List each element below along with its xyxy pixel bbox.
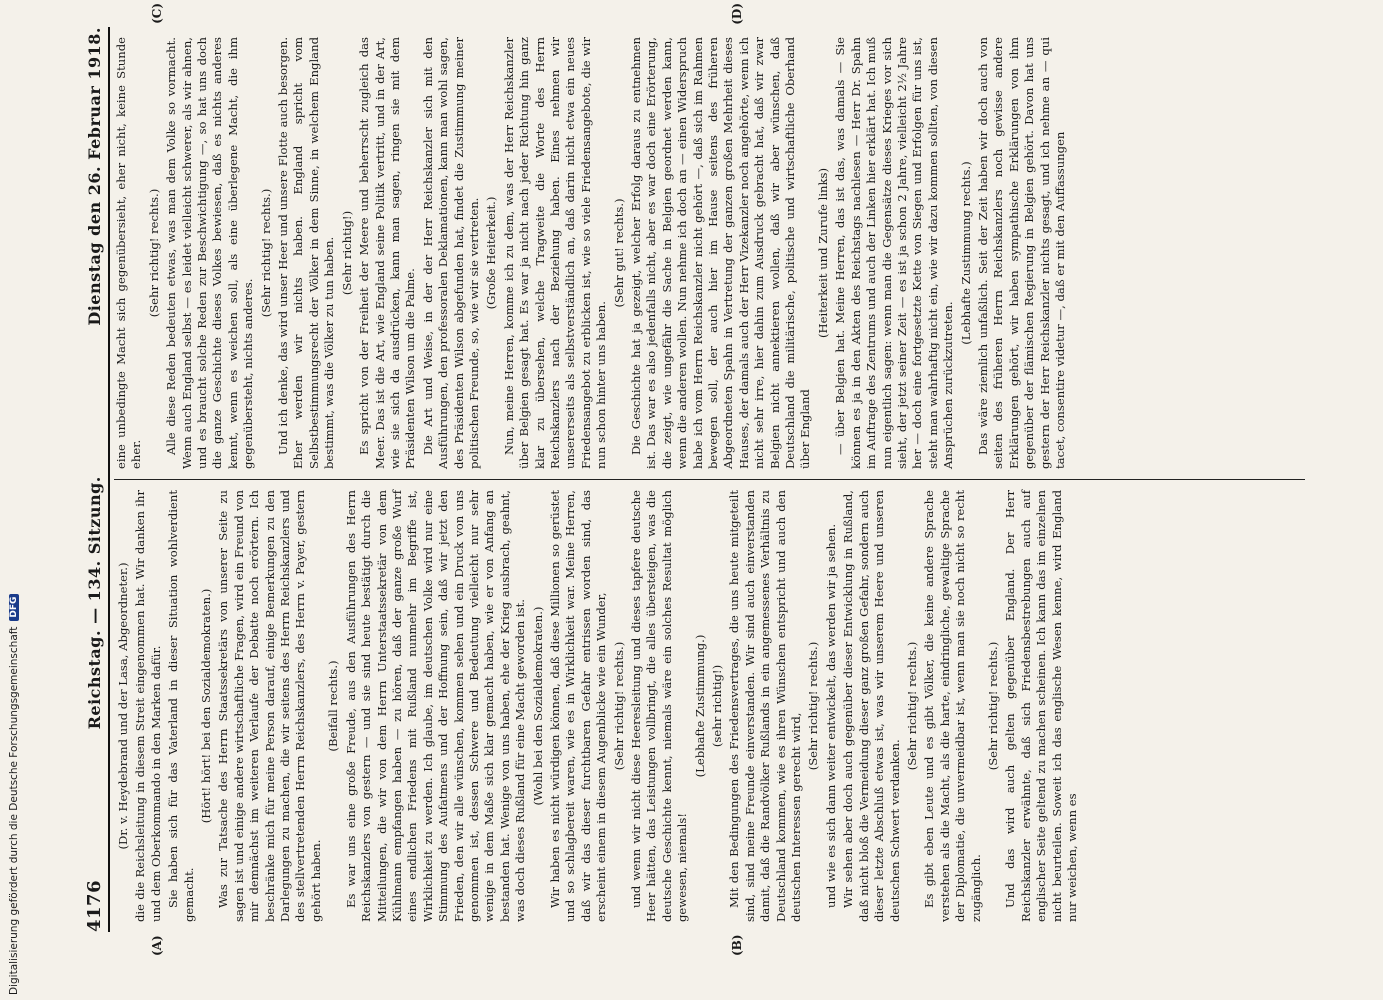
printed-page [80,3,1305,956]
paragraph: Wir sehen aber doch auch gegenüber dieser Entwicklung in Rußland, daß nicht bloß die Vermeidung dieser ganz großen Gefahr, sondern auch dieser letzte Abschluß etwas ist, was wir unserem Heere und unseren deutschen Schwert verdanken. [841,490,902,922]
paragraph: und wie es sich dann weiter entwickelt, das werden wir ja sehen. [823,523,838,908]
interjection: (Lebhafte Zustimmung.) [692,634,707,778]
paragraph: Und das wird auch gelten gegenüber England. Der Herr Reichskanzler erwähnte, daß sich Friedensbestrebungen auch auf englischer Seite geltend zu machen scheinen. Ich kann das im einzelnen nicht beurteilen. Soweit ich das englische Wesen kenne, wird England nur weichen, wenn es [1003,490,1079,922]
interjection: (Sehr richtig! rechts.) [904,641,919,771]
paragraph: Was zur Tatsache des Herrn Staatssekretärs von unserer Seite zu sagen ist und einige andere wirtschaftliche Fragen, wird ein Freund von mir demnächst im weiteren Verlaufe der Debatte noch erörtern. Ich beschränke mich für meine Person darauf, einige Bemerkungen zu den Darlegungen zu machen, die wir seitens des Herrn Reichskanzlers und des stellvertretenden Herrn Reichskanzlers, des Herrn v. Payer, gestern gehört haben. [216,490,323,922]
page-number: 4176 [83,879,105,932]
dfg-logo-icon: DFG [9,594,19,621]
interjection: (Beifall rechts.) [326,660,341,752]
margin-marker-c: (C) [150,3,164,24]
interjection: (Wohl bei den Sozialdemokraten.) [530,606,545,806]
paragraph: und wenn wir nicht diese Heeresleitung und dieses tapfere deutsche Heer hätten, das Leistungen vollbringt, die alles übersteigen, was die deutsche Geschichte kennt, niemals wäre ein solches Resultat möglich gewesen, niemals! [629,490,690,922]
paragraph: Es war uns eine große Freude, aus den Ausführungen des Herrn Reichskanzlers von gestern — und sie sind heute bestätigt durch die Mitteilungen, die wir von dem Herrn Unterstaatssekretär von dem Kühlmann empfangen haben — zu hören, daß der ganze große Wurf eines endlichen Friedens mit Rußland nunmehr im Begriffe ist, Wirklichkeit zu werden. Ich glaube, im deutschen Volke wird nur eine Stimmung des Aufatmens und der Hoffnung sein, daß wir jetzt den Frieden, den wir alle wünschen, kommen sehen und ein Druck von uns genommen ist, dessen Schwere und Bedeutung vielleicht nur sehr wenige in dem Maße sich klar gemacht haben, wie er von Anfang an bestanden hat. Wenige von uns haben, ehe der Krieg ausbrach, geahnt, was doch dieses Rußland für eine Macht geworden ist. [343,490,528,922]
interjection: (Große Heiterkeit.) [484,196,499,310]
right-column [114,3,1305,480]
digitization-credit [6,596,22,995]
paragraph: Die Geschichte hat ja gezeigt, welcher Erfolg daraus zu entnehmen ist. Das war es also jedenfalls nicht, aber es war doch eine Erörterung, die zeigt, wie ungefähr die Sache in Belgien geordnet werden kann, wenn die anderen wollen. Nun nehme ich doch an — einen Widerspruch habe ich vom Herrn Reichskanzler nicht gehört —, daß sich im Rahmen bewegen soll, der auch hier im Hause seitens des früheren Abgeordneten Spahn in Vertretung der ganzen großen Mehrheit dieses Hauses, der damals auch der Herr Vizekanzler noch angehörte, wenn ich nicht sehr irre, hier dahin zum Ausdruck gebracht hat, daß wir zwar Belgien nicht annektieren wollen, daß wir aber wünschen, daß Deutschland die militärische, politische und wirtschaftliche Oberhand über England [629,37,813,469]
interjection: (Sehr richtig! rechts.) [258,188,273,318]
paragraph: — über Belgien hat. Meine Herren, das ist das, was damals — Sie können es ja in den Akten des Reichstags nachlesen — Herr Dr. Spahn im Auftrage des Zentrums und auch der Linken hier erklärt hat. Ich muß nun eigentlich sagen: wenn man die Gegensätze dieses Krieges vor sich sieht, der jetzt seiner Zeit — es ist ja schon 2 Jahre, vielleicht 2½ Jahre her — doch eine fortgesetzte Kette von Siegen und Erfolgen für uns ist, steht man wahrhaftig nicht ein, wie wir dazu kommen sollten, von diesen Ansprüchen zurückzutreten. [833,37,956,469]
paragraph: Das wäre ziemlich unfaßlich. Seit der Zeit haben wir doch auch von seiten des früheren Herrn Reichskanzlers noch gewisse andere Erklärungen gehört, wir haben sympathische Erklärungen von ihm gegenüber der flämischen Regierung in Belgien gehört. Davon hat uns gestern der Herr Reichskanzler nichts gesagt, und ich nehme an — qui tacet, consentire videtur —, daß er mit den Auffassungen [975,37,1067,469]
paragraph: Nun, meine Herren, komme ich zu dem, was der Herr Reichskanzler über Belgien gesagt hat. Es war ja nicht nach jeder Richtung hin ganz klar zu übersehen, welche Tragweite die Worte des Herrn Reichskanzlers nach der Beziehung haben. Eines nehmen wir unsererseits als selbstverständlich an, daß darin nicht etwa ein neues Friedensangebot zu erblicken ist, wie so viele Friedensangebote, die wir nun schon hinter uns haben. [501,37,609,469]
text-columns [114,3,1305,956]
interjection: (Sehr richtig! rechts.) [611,641,626,771]
paragraph: eine unbedingte Macht sich gegenübersieht, eher nicht, keine Stunde eher. [114,37,144,469]
credit-text: Digitalisierung gefördert durch die Deutsche Forschungsgemeinschaft [8,626,20,995]
interjection: (Sehr richtig! rechts.) [985,641,1000,771]
margin-marker-d: (D) [730,3,744,25]
interjection: (Sehr richtig! rechts.) [146,188,161,318]
interjection: (Heiterkeit und Zurufe links) [815,168,830,338]
interjection: (Sehr richtig! rechts.) [806,641,821,771]
interjection: (Lebhafte Zustimmung rechts.) [958,161,973,345]
paragraph: Mit den Bedingungen des Friedensvertrages, die uns heute mitgeteilt sind, sind meine Freunde einverstanden. Wir sind auch einverstanden damit, daß die Randvölker Rußlands in ein angemessenes Verhältnis zu Deutschland kommen, wie es ihren Wünschen entspricht und auch den deutschen Interessen gerecht wird, [727,490,804,922]
interjection: (Sehr gut! rechts.) [611,198,626,308]
paragraph: Es gibt eben Leute und es gibt Völker, die keine andere Sprache verstehen als die Macht, als die harte, eindringliche, gewaltige Sprache der Diplomatie, die unvermeidbar ist, wenn man sie noch nicht so recht zugänglich. [922,490,983,922]
page-header [80,27,110,932]
paragraph: Und ich denke, das wird unser Heer und unsere Flotte auch besorgen. Eher werden wir nichts haben. England spricht vom Selbstbestimmungsrecht der Völker in dem Sinne, in welchem England bestimmt, was die Völker zu tun haben. [276,37,337,469]
paragraph: die die Reichsleitung in diesem Streit eingenommen hat. Wir danken ihr und dem Oberkommando in den Marken dafür. [133,490,163,922]
session-date: Dienstag den 26. Februar 1918. [84,27,104,326]
speaker-label: (Dr. v. Heydebrand und der Lasa, Abgeordneter.) [116,562,130,850]
paragraph: Alle diese Reden bedeuten etwas, was man dem Volke so vormacht. Wenn auch England selbst — es leidet vielleicht schwerer, als wir ahnen, und es braucht solche Reden zur Beschwichtigung —, so hat uns doch die ganze Geschichte dieses Volkes bewiesen, daß es nichts anderes kennt, wenn es weichen soll, als eine überlegene Macht, die ihm gegenübersteht, nichts anderes. [164,37,256,469]
paragraph: Wir haben es nicht würdigen können, daß diese Millionen so gerüstet und so schlagbereit waren, wie es in Wirklichkeit war. Meine Herren, daß wir das dieser furchtbaren Gefahr entrissen worden sind, das erscheint einem in diesem Augenblicke wie ein Wunder, [547,490,609,922]
interjection: (Hört! hört! bei den Sozialdemokraten.) [199,588,214,824]
paragraph: Es spricht von der Freiheit der Meere und beherrscht zugleich das Meer. Das ist die Art, wie England seine Politik vertritt, und in der Art, wie sie sich da ausdrücken, kann man sagen, ringen sie mit dem Präsidenten Wilson um die Palme. [357,37,418,469]
left-column [114,480,1305,956]
margin-marker-a: (A) [150,935,164,956]
paragraph: Die Art und Weise, in der der Herr Reichskanzler sich mit den Ausführungen, den professoralen Deklamationen, kann man wohl sagen, des Präsidenten Wilson abgefunden hat, findet die Zustimmung meiner politischen Freunde, so, wie wir sie vertreten. [420,37,481,469]
margin-marker-b: (B) [730,934,744,956]
page-title: Reichstag. — 134. Sitzung. [84,476,104,730]
interjection: (Sehr richtig!) [339,210,354,296]
paragraph: Sie haben sich für das Vaterland in dieser Situation wohlverdient gemacht. [166,490,196,922]
interjection: (sehr richtig!) [710,664,725,748]
